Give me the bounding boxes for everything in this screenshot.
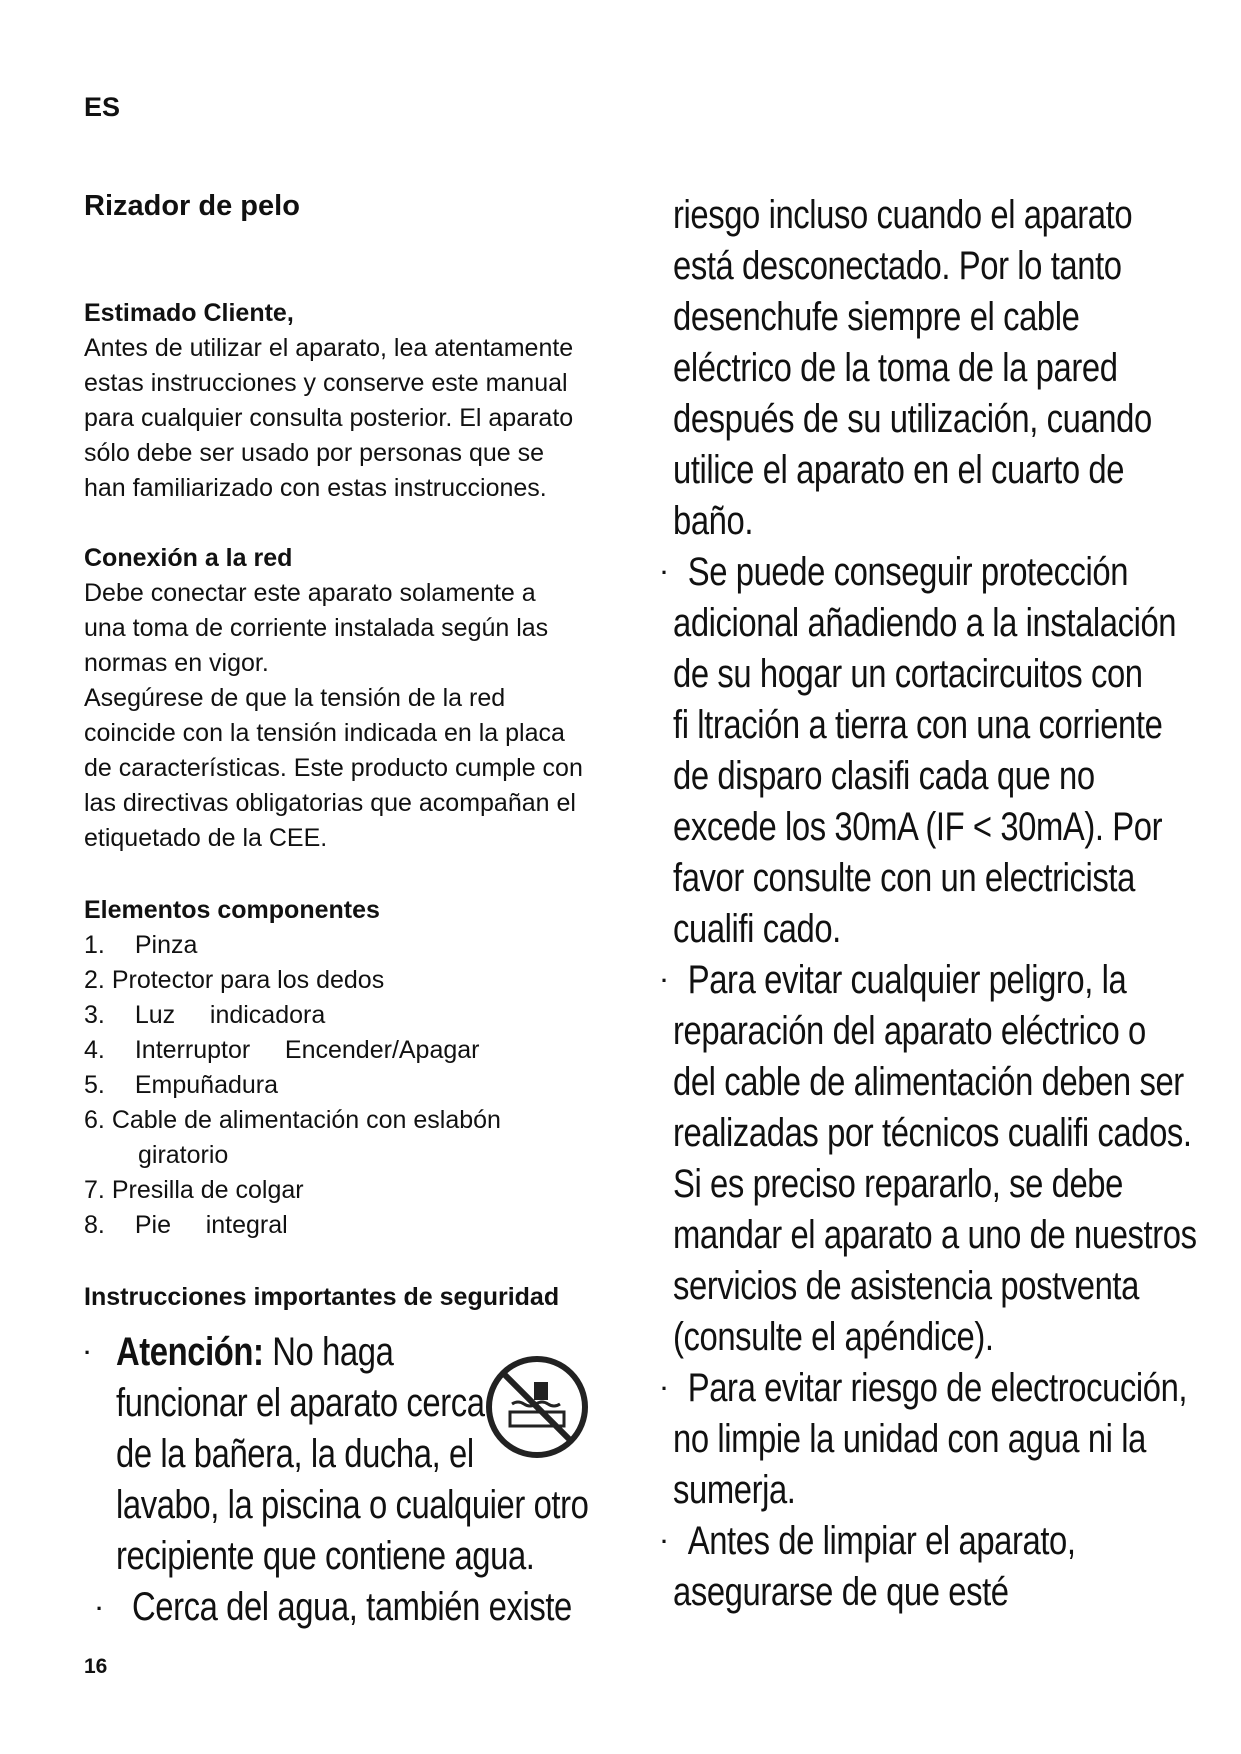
- list-item: [84, 1138, 614, 1173]
- safety-text-line: servicios de asistencia postventa: [673, 1264, 1139, 1308]
- safety-text-line: está desconectado. Por lo tanto: [673, 244, 1122, 288]
- network-line: Asegúrese de que la tensión de la red: [84, 684, 506, 712]
- list-item: [84, 1173, 614, 1208]
- safety-text: Para evitar riesgo de electrocución,: [687, 1366, 1188, 1410]
- safety-text-line: después de su utilización, cuando: [673, 397, 1152, 441]
- item-number: 5.: [84, 1071, 105, 1099]
- item-number: 6.: [84, 1106, 105, 1134]
- safety-bullet-water: [132, 1582, 640, 1633]
- item-text: Protector para los dedos: [111, 966, 385, 994]
- item-text: Cable de alimentación con eslabón: [111, 1106, 501, 1134]
- safety-text: lavabo, la piscina o cualquier otro: [116, 1483, 589, 1527]
- list-item: [84, 1103, 614, 1138]
- safety-text: funcionar el aparato cerca: [116, 1381, 485, 1425]
- no-bath-water-icon: [482, 1352, 592, 1462]
- item-text: Pinza: [134, 931, 198, 959]
- safety-text-line: (consulte el apéndice).: [673, 1315, 994, 1359]
- page-number: 16: [84, 1655, 108, 1678]
- safety-heading: Instrucciones importantes de seguridad: [84, 1283, 560, 1311]
- safety-text: Se puede conseguir protección: [687, 550, 1129, 594]
- dear-line: han familiarizado con estas instrucciones.: [84, 474, 547, 502]
- item-number: 2.: [84, 966, 105, 994]
- safety-text-line: reparación del aparato eléctrico o: [673, 1009, 1146, 1053]
- dear-line: Antes de utilizar el aparato, lea atentamente: [84, 334, 574, 362]
- safety-text-line: no limpie la unidad con agua ni la: [673, 1417, 1146, 1461]
- item-text: Pie integral: [134, 1211, 288, 1239]
- safety-text-line: baño.: [673, 499, 754, 543]
- section-components: [84, 893, 614, 1243]
- bullet-mark: ·: [660, 968, 668, 993]
- section-network: [84, 541, 614, 856]
- item-text: giratorio: [138, 1141, 229, 1169]
- components-list: [84, 928, 614, 1243]
- safety-text-line: del cable de alimentación deben ser: [673, 1060, 1184, 1104]
- safety-text: Cerca del agua, también existe: [132, 1585, 572, 1629]
- item-text: Interruptor Encender/Apagar: [134, 1036, 480, 1064]
- list-item: [84, 1033, 614, 1068]
- item-number: 8.: [84, 1211, 105, 1239]
- safety-bullet-line: [660, 955, 1132, 1006]
- safety-text-line: riesgo incluso cuando el aparato: [673, 193, 1133, 237]
- network-line: de características. Este producto cumple con: [84, 754, 583, 782]
- safety-text-line: de su hogar un cortacircuitos con: [673, 652, 1143, 696]
- network-line: las directivas obligatorias que acompañan el: [84, 789, 576, 817]
- safety-text: de la bañera, la ducha, el: [116, 1432, 474, 1476]
- safety-text-line: adicional añadiendo a la instalación: [673, 601, 1177, 645]
- safety-bullet-line: [660, 1363, 1188, 1414]
- item-number: 4.: [84, 1036, 105, 1064]
- item-number: 7.: [84, 1176, 105, 1204]
- bullet-mark: ·: [84, 1340, 92, 1365]
- safety-text-line: sumerja.: [673, 1468, 796, 1512]
- safety-text-line: excede los 30mA (IF < 30mA). Por: [673, 805, 1163, 849]
- safety-text-line: fi ltración a tierra con una corriente: [673, 703, 1163, 747]
- safety-text: recipiente que contiene agua.: [116, 1534, 535, 1578]
- dear-line: sólo debe ser usado por personas que se: [84, 439, 545, 467]
- network-line: coincide con la tensión indicada en la placa: [84, 719, 565, 747]
- bullet-mark: ·: [96, 1596, 104, 1621]
- safety-text-line: realizadas por técnicos cualifi cados.: [673, 1111, 1192, 1155]
- right-column-safety-text: [660, 190, 1197, 1618]
- components-heading: Elementos componentes: [84, 896, 380, 924]
- page-title: Rizador de pelo: [84, 190, 300, 222]
- safety-text-line: cualifi cado.: [673, 907, 841, 951]
- safety-text-line: favor consulte con un electricista: [673, 856, 1135, 900]
- dear-heading: Estimado Cliente,: [84, 299, 294, 327]
- network-line: una toma de corriente instalada según las: [84, 614, 549, 642]
- safety-bullet-line: [660, 547, 1132, 598]
- dear-line: estas instrucciones y conserve este manual: [84, 369, 568, 397]
- network-line: Debe conectar este aparato solamente a: [84, 579, 536, 607]
- safety-text: Antes de limpiar el aparato,: [687, 1519, 1076, 1563]
- bullet-mark: ·: [660, 560, 668, 585]
- item-text: Presilla de colgar: [111, 1176, 304, 1204]
- list-item: [84, 928, 614, 963]
- item-number: 1.: [84, 931, 105, 959]
- list-item: [84, 1068, 614, 1103]
- bullet-mark: ·: [660, 1376, 668, 1401]
- safety-text-line: utilice el aparato en el cuarto de: [673, 448, 1125, 492]
- item-text: Luz indicadora: [134, 1001, 326, 1029]
- safety-bullet-line: [660, 1516, 1132, 1567]
- section-dear-customer: [84, 296, 614, 506]
- safety-text: No haga: [272, 1330, 394, 1374]
- attention-label: Atención:: [116, 1330, 264, 1374]
- safety-text-line: mandar el aparato a uno de nuestros: [673, 1213, 1197, 1257]
- item-text: Empuñadura: [134, 1071, 279, 1099]
- list-item: [84, 998, 614, 1033]
- item-number: 3.: [84, 1001, 105, 1029]
- language-code: ES: [84, 92, 121, 122]
- safety-text-line: eléctrico de la toma de la pared: [673, 346, 1118, 390]
- safety-text-line: de disparo clasifi cada que no: [673, 754, 1095, 798]
- list-item: [84, 963, 614, 998]
- dear-line: para cualquier consulta posterior. El aparato: [84, 404, 574, 432]
- network-line: normas en vigor.: [84, 649, 269, 677]
- bullet-mark: ·: [660, 1529, 668, 1554]
- safety-text-line: asegurarse de que esté: [673, 1570, 1009, 1614]
- list-item: [84, 1208, 614, 1243]
- safety-text: Para evitar cualquier peligro, la: [687, 958, 1127, 1002]
- network-heading: Conexión a la red: [84, 544, 293, 572]
- safety-text-line: Si es preciso repararlo, se debe: [673, 1162, 1123, 1206]
- safety-text-line: desenchufe siempre el cable: [673, 295, 1080, 339]
- network-line: etiquetado de la CEE.: [84, 824, 328, 852]
